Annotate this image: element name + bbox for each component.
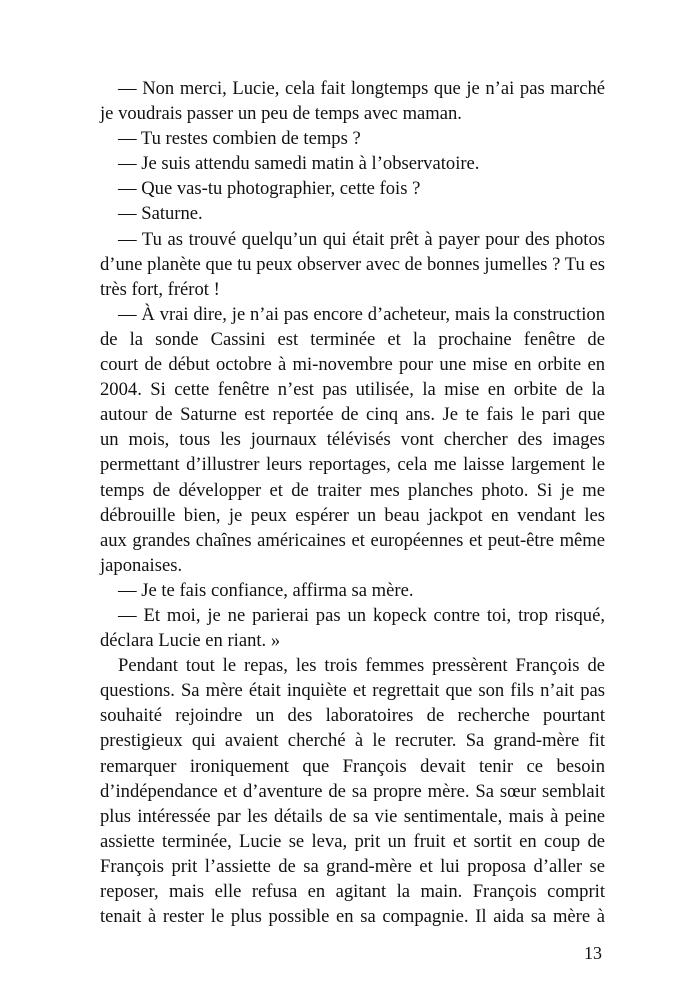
text-line: d’indépendance et d’aventure de sa propre mère. Sa sœur semblait: [100, 780, 605, 802]
text-line: plus intéressée par les détails de sa vie sentimentale, mais à peine: [100, 805, 605, 827]
text-line: court de début octobre à mi-novembre pour une mise en orbite en: [100, 354, 605, 376]
text-line: prestigieux qui avaient cherché à le recruter. Sa grand-mère fit: [100, 730, 605, 752]
text-line: assiette terminée, Lucie se leva, prit un fruit et sortit en coup de: [100, 830, 605, 852]
text-line: — Tu as trouvé quelqu’un qui était prêt à payer pour des photos: [118, 228, 605, 250]
text-line: aux grandes chaînes américaines et européennes et peut-être même: [100, 529, 605, 551]
text-line: — Tu restes combien de temps ?: [118, 128, 361, 150]
text-line: temps de développer et de traiter mes planches photo. Si je me: [100, 479, 605, 501]
text-line: — Saturne.: [118, 203, 203, 225]
text-line: remarquer ironiquement que François devait tenir ce besoin: [100, 755, 605, 777]
text-line: un mois, tous les journaux télévisés vont chercher des images: [100, 429, 605, 451]
text-line: — Je te fais confiance, affirma sa mère.: [118, 579, 414, 601]
text-line: déclara Lucie en riant. »: [100, 630, 281, 652]
text-line: permettant d’illustrer leurs reportages, cela me laisse largement le: [100, 454, 605, 476]
text-line: de la sonde Cassini est terminée et la prochaine fenêtre de: [100, 328, 605, 350]
text-line: — Je suis attendu samedi matin à l’observatoire.: [118, 153, 480, 175]
text-line: François prit l’assiette de sa grand-mère et lui proposa d’aller se: [100, 855, 605, 877]
text-line: — Non merci, Lucie, cela fait longtemps que je n’ai pas marché: [118, 78, 605, 99]
text-line: japonaises.: [100, 554, 183, 576]
text-line: très fort, frérot !: [100, 278, 220, 300]
text-line: questions. Sa mère était inquiète et regrettait que son fils n’ait pas: [100, 680, 605, 702]
text-line: souhaité rejoindre un des laboratoires de recherche pourtant: [100, 705, 605, 727]
text-line: — À vrai dire, je n’ai pas encore d’acheteur, mais la construction: [118, 303, 605, 325]
text-line: je voudrais passer un peu de temps avec maman.: [100, 103, 462, 125]
text-line: — Et moi, je ne parierai pas un kopeck contre toi, trop risqué,: [118, 604, 605, 626]
text-line: 2004. Si cette fenêtre n’est pas utilisée, la mise en orbite de la: [100, 379, 605, 401]
text-line: reposer, mais elle refusa en agitant la main. François comprit: [100, 881, 605, 902]
text-line: d’une planète que tu peux observer avec de bonnes jumelles ? Tu es: [100, 253, 605, 275]
text-line: débrouille bien, je peux espérer un beau jackpot en vendant les: [100, 504, 605, 526]
page-number: 13: [584, 943, 602, 963]
text-line: autour de Saturne est reportée de cinq ans. Je te fais le pari que: [100, 404, 605, 426]
text-line: tenait à rester le plus possible en sa compagnie. Il aida sa mère à: [100, 906, 605, 928]
text-line: Pendant tout le repas, les trois femmes pressèrent François de: [118, 655, 605, 677]
page-body-text: [100, 76, 605, 929]
text-line: — Que vas-tu photographier, cette fois ?: [118, 178, 421, 200]
